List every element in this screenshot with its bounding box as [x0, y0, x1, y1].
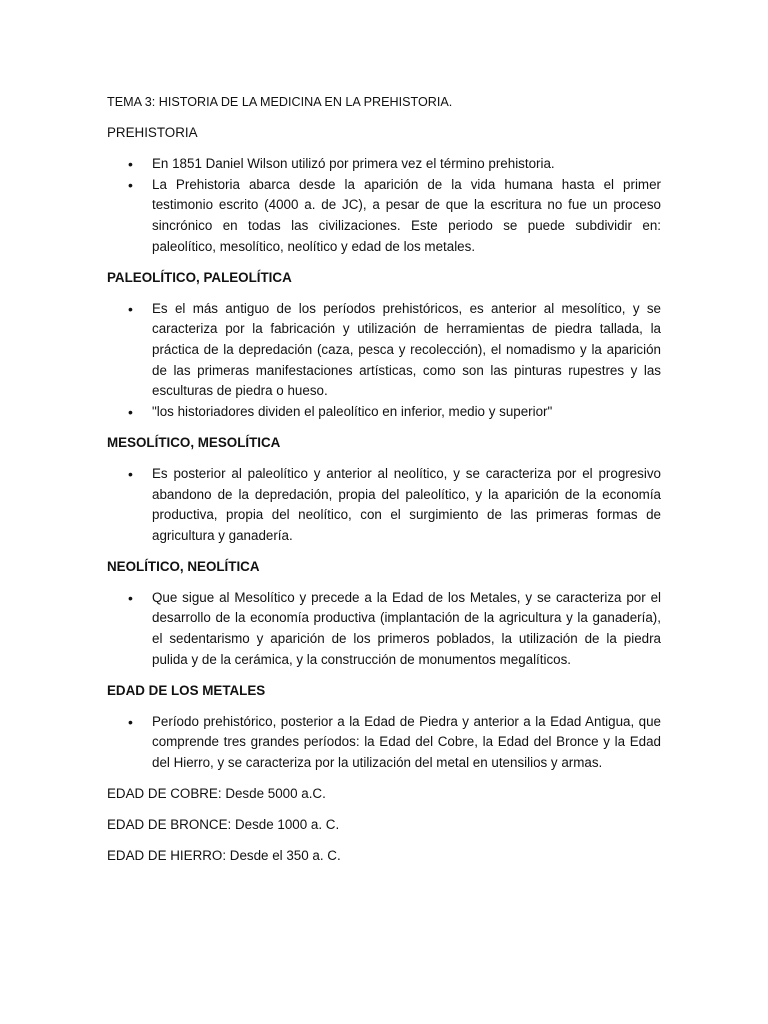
bullet-list-mesolitico: [107, 464, 661, 546]
edad-value: Desde 5000 a.C.: [221, 786, 326, 802]
list-item-text: Período prehistórico, posterior a la Edad de Piedra y anterior a la Edad Antigua, que comprende tres grandes períodos: la Edad del Cobre, la Edad del Bronce y la Edad del Hierro, y se caracteriza por la utilización del metal en utensilios y armas.: [152, 713, 661, 771]
document-title: TEMA 3: HISTORIA DE LA MEDICINA EN LA PREHISTORIA.: [107, 95, 453, 109]
bullet-icon: •: [128, 589, 133, 606]
edad-label: EDAD DE COBRE:: [107, 786, 222, 802]
edad-label: EDAD DE BRONCE:: [107, 817, 232, 833]
list-item-text: En 1851 Daniel Wilson utilizó por primera vez el término prehistoria.: [152, 156, 555, 172]
list-item: [107, 464, 661, 546]
bullet-list-prehistoria: [107, 154, 661, 257]
list-item-text: Que sigue al Mesolítico y precede a la Edad de los Metales, y se caracteriza por el desarrollo de la economía productiva (implantación de la agricultura y la ganadería), el sedentarismo y aparición de los primeros poblados, la utilización de la piedra pulida y de la cerámica, y la construcción de monumentos megalíticos.: [152, 589, 661, 667]
bullet-icon: •: [128, 176, 133, 193]
section-heading-prehistoria: PREHISTORIA: [107, 125, 198, 141]
bullet-list-paleolitico: [107, 299, 661, 423]
list-item-text: La Prehistoria abarca desde la aparición de la vida humana hasta el primer testimonio escrito (4000 a. de JC), a pesar de que la escritura no fue un proceso sincrónico en todas las civilizaciones. Este periodo se puede subdividir en: paleolítico, mesolítico, neolítico y edad de los metales.: [152, 176, 661, 254]
edad-value: Desde 1000 a. C.: [231, 817, 340, 833]
list-item: [107, 299, 661, 402]
list-item-text: Es posterior al paleolítico y anterior al neolítico, y se caracteriza por el progresivo abandono de la depredación, propia del paleolítico, y la aparición de la economía productiva, propia del neolítico, con el surgimiento de las primeras formas de agricultura y ganadería.: [152, 465, 661, 543]
bullet-icon: •: [128, 300, 133, 317]
edad-bronce-line: [107, 815, 661, 836]
bullet-icon: •: [128, 713, 133, 730]
list-item-text: Es el más antiguo de los períodos prehistóricos, es anterior al mesolítico, y se caracteriza por la fabricación y utilización de herramientas de piedra tallada, la práctica de la depredación (caza, pesca y recolección), el nomadismo y la aparición de las primeras manifestaciones artísticas, como son las pinturas rupestres y las esculturas de piedra o hueso.: [152, 300, 661, 399]
list-item: [107, 402, 661, 423]
section-heading-paleolitico: PALEOLÍTICO, PALEOLÍTICA: [107, 269, 292, 285]
bullet-icon: •: [128, 403, 133, 420]
section-heading-mesolitico: MESOLÍTICO, MESOLÍTICA: [107, 434, 281, 450]
edad-cobre-line: [107, 784, 661, 805]
list-item-text: "los historiadores dividen el paleolítico en inferior, medio y superior": [152, 403, 553, 419]
section-heading-metales: EDAD DE LOS METALES: [107, 682, 266, 698]
edad-value: Desde el 350 a. C.: [226, 848, 341, 864]
list-item: [107, 175, 661, 257]
bullet-list-metales: [107, 712, 661, 774]
list-item: [107, 712, 661, 774]
list-item: [107, 154, 661, 175]
bullet-list-neolitico: [107, 588, 661, 670]
bullet-icon: •: [128, 465, 133, 482]
edad-hierro-line: [107, 846, 661, 867]
document-body: [107, 92, 661, 877]
list-item: [107, 588, 661, 670]
edad-label: EDAD DE HIERRO:: [107, 848, 227, 864]
section-heading-neolitico: NEOLÍTICO, NEOLÍTICA: [107, 558, 260, 574]
bullet-icon: •: [128, 156, 133, 173]
